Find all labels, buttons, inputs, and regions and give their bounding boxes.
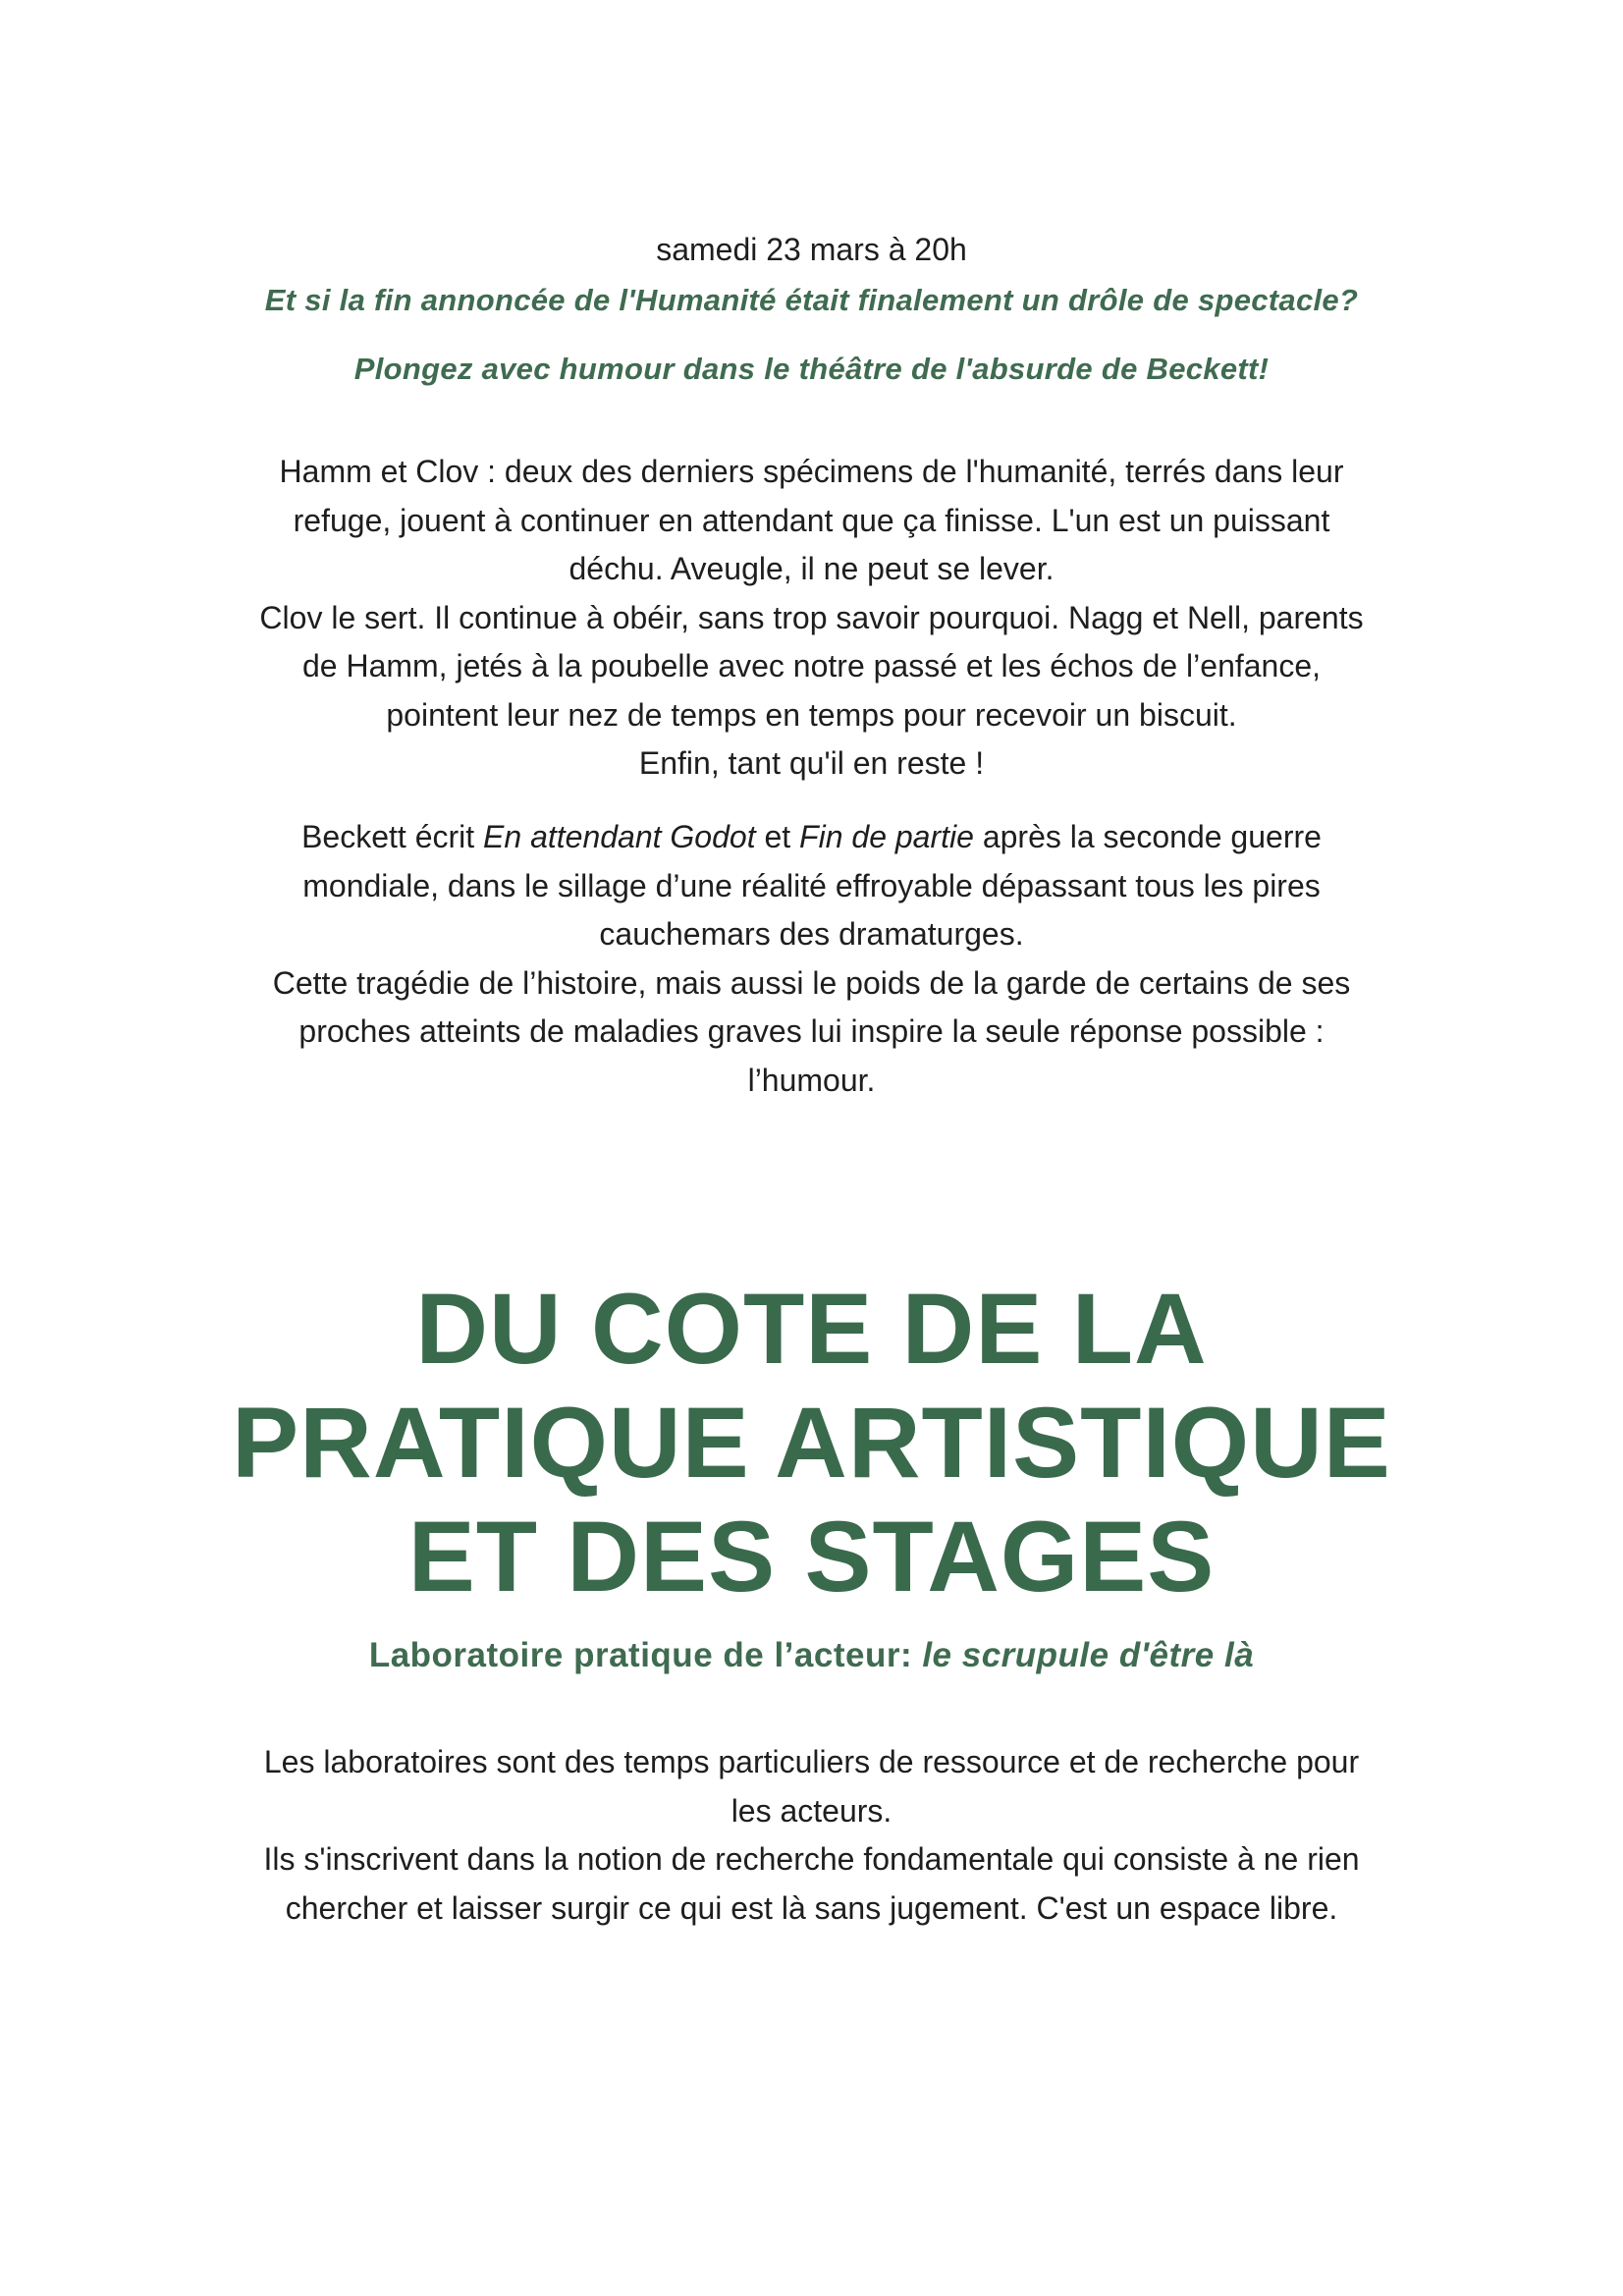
- section-heading-line: DU COTE DE LA: [415, 1273, 1208, 1385]
- lab-line: Les laboratoires sont des temps particuliers de ressource et de recherche pour: [263, 1744, 1360, 1779]
- section-heading-line: PRATIQUE ARTISTIQUE: [232, 1387, 1391, 1499]
- context-line: mondiale, dans le sillage d’une réalité effroyable dépassant tous les pires: [302, 867, 1321, 903]
- context-text: et: [755, 819, 800, 854]
- synopsis-line: refuge, jouent à continuer en attendant que ça finisse. L'un est un puissant: [293, 502, 1330, 538]
- context-text: Beckett écrit: [301, 819, 484, 854]
- synopsis-line: Enfin, tant qu'il en reste !: [638, 745, 985, 781]
- section-heading-line: ET DES STAGES: [407, 1501, 1216, 1613]
- play-title-godot: En attendant Godot: [483, 819, 756, 854]
- event-date: samedi 23 mars à 20h: [656, 232, 967, 267]
- synopsis-line: pointent leur nez de temps en temps pour recevoir un biscuit.: [386, 696, 1237, 733]
- context-text: après la seconde guerre: [973, 819, 1322, 854]
- synopsis-line: Clov le sert. Il continue à obéir, sans trop savoir pourquoi. Nagg et Nell, parents: [259, 599, 1364, 635]
- lab-line: chercher et laisser surgir ce qui est là sans jugement. C'est un espace libre.: [285, 1889, 1338, 1926]
- context-paragraph: [226, 813, 1397, 1105]
- section-subheading: [0, 1634, 1623, 1677]
- synopsis-paragraph: [226, 448, 1397, 789]
- context-line: [226, 813, 1397, 862]
- context-line: l’humour.: [747, 1062, 876, 1098]
- subheading-italic-text: le scrupule d'être là: [922, 1636, 1255, 1674]
- section-heading: [0, 1272, 1623, 1613]
- context-line: cauchemars des dramaturges.: [599, 916, 1024, 952]
- context-line: proches atteints de maladies graves lui inspire la seule réponse possible :: [298, 1013, 1325, 1049]
- synopsis-line: déchu. Aveugle, il ne peut se lever.: [568, 551, 1055, 586]
- lab-line: les acteurs.: [730, 1792, 893, 1829]
- event-tagline-question: Et si la fin annoncée de l'Humanité était finalement un drôle de spectacle?: [264, 283, 1359, 317]
- subheading-text: Laboratoire pratique de l’acteur:: [368, 1636, 923, 1674]
- synopsis-line: Hamm et Clov : deux des derniers spécimens de l'humanité, terrés dans leur: [279, 454, 1344, 489]
- play-title-fin-de-partie: Fin de partie: [799, 819, 974, 854]
- event-tagline-invitation: Plongez avec humour dans le théâtre de l'absurde de Beckett!: [353, 352, 1270, 386]
- lab-paragraph: [226, 1738, 1397, 1933]
- context-line: Cette tragédie de l’histoire, mais aussi le poids de la garde de certains de ses: [272, 964, 1351, 1001]
- lab-line: Ils s'inscrivent dans la notion de recherche fondamentale qui consiste à ne rien: [263, 1841, 1360, 1877]
- synopsis-line: de Hamm, jetés à la poubelle avec notre passé et les échos de l’enfance,: [301, 648, 1322, 683]
